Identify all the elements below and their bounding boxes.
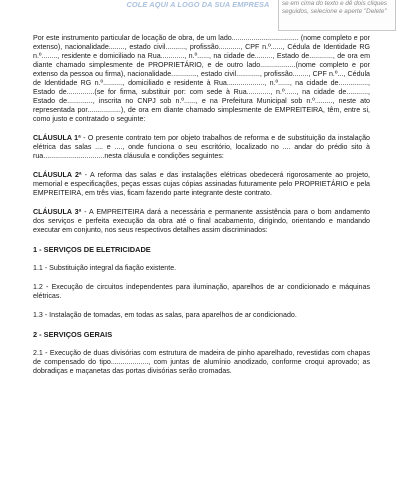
section-1-item-2: 1.2 - Execução de circuitos independentes para iluminação, aparelhos de ar condicionado e máquinas elétricas. bbox=[33, 283, 370, 300]
clause-3-text: - A EMPREITEIRA dará a necessária e permanente assistência para o bom andamento dos serviços e perfeita execução da obra até o final acabamento, dirigindo, orientando e mandando executar em conjunto, nos seus respectivos detalhes assim discriminados: bbox=[33, 208, 370, 234]
clause-2-text: - A reforma das salas e das instalações elétricas obedecerá rigorosamente ao projeto, memorial e especificações, peças essas cujas cópias assinadas futuramente pelo PROPRIETÁRIO e pela EMPREITEIRA, em três vias, ficam fazendo parte integrante deste contrato. bbox=[33, 171, 371, 197]
section-2-heading: 2 - SERVIÇOS GERAIS bbox=[33, 330, 113, 339]
contract-body bbox=[33, 34, 370, 376]
section-2-item-1: 2.1 - Execução de duas divisórias com estrutura de madeira de pinho aparelhado, revestidas com chapas de compensado do tipo..................., com juntas de alumínio anodizado, conforme croqui aprovado; as dobradiças e maçanetas das portas divisórias serão cromadas. bbox=[33, 349, 370, 375]
clause-2 bbox=[33, 171, 370, 198]
clause-1-title: CLÁUSULA 1ª bbox=[33, 134, 81, 142]
clause-3 bbox=[33, 208, 370, 235]
instruction-hint-box: se em cima do texto e dê dois cliques seguidos, selecione e aperte "Delete" bbox=[278, 0, 396, 31]
section-1-heading: 1 - SERVIÇOS DE ELETRICIDADE bbox=[33, 245, 151, 254]
clause-1 bbox=[33, 134, 370, 161]
section-1-item-3: 1.3 - Instalação de tomadas, em todas as salas, para aparelhos de ar condicionado. bbox=[33, 311, 297, 319]
logo-placeholder: COLE AQUI A LOGO DA SUA EMPRESA bbox=[126, 0, 270, 9]
contract-intro: Por este instrumento particular de locação de obra, de um lado.................................. (nome completo e por extenso), nacionalidade........, estado civil.........., profissão..........., CPF n.º......, Cédula de Identidade RG n.º........, residente e domiciliado na Rua............, n.º......, na cidade de........., Estado de............, de ora em diante chamado simplesmente de PROPRIETÁRIO, e de outro lado..................(nome completo e por extenso da pessoa ou firma), nacionalidade............., estado civil............, profissão........, CPF n.º..., Cédula de Identidade RG n.º.........., domiciliado e residente à Rua..................., n.º......, na cidade de..............., Estado de..............(se for firma, substituir por: com sede à Rua............, n.º......, na cidade de..........., Estado de............., inscrita no CNPJ sob n.º......, e na Prefeitura Municipal sob n.º........., neste ato representada por.................), de ora em diante chamado simplesmente de EMPREITEIRA, têm, entre si, como justo e contratado o seguinte: bbox=[33, 34, 370, 123]
section-1-item-1: 1.1 - Substituição integral da fiação existente. bbox=[33, 264, 177, 272]
clause-2-title: CLÁUSULA 2ª bbox=[33, 171, 82, 179]
clause-1-text: - O presente contrato tem por objeto trabalhos de reforma e de substituição da instalação elétrica das salas .... e ...., onde funciona o seu escritório, localizado no .... andar do prédio sito à rua...............................nesta cláusula e condições seguintes: bbox=[33, 134, 370, 160]
clause-3-title: CLÁUSULA 3ª bbox=[33, 208, 82, 216]
